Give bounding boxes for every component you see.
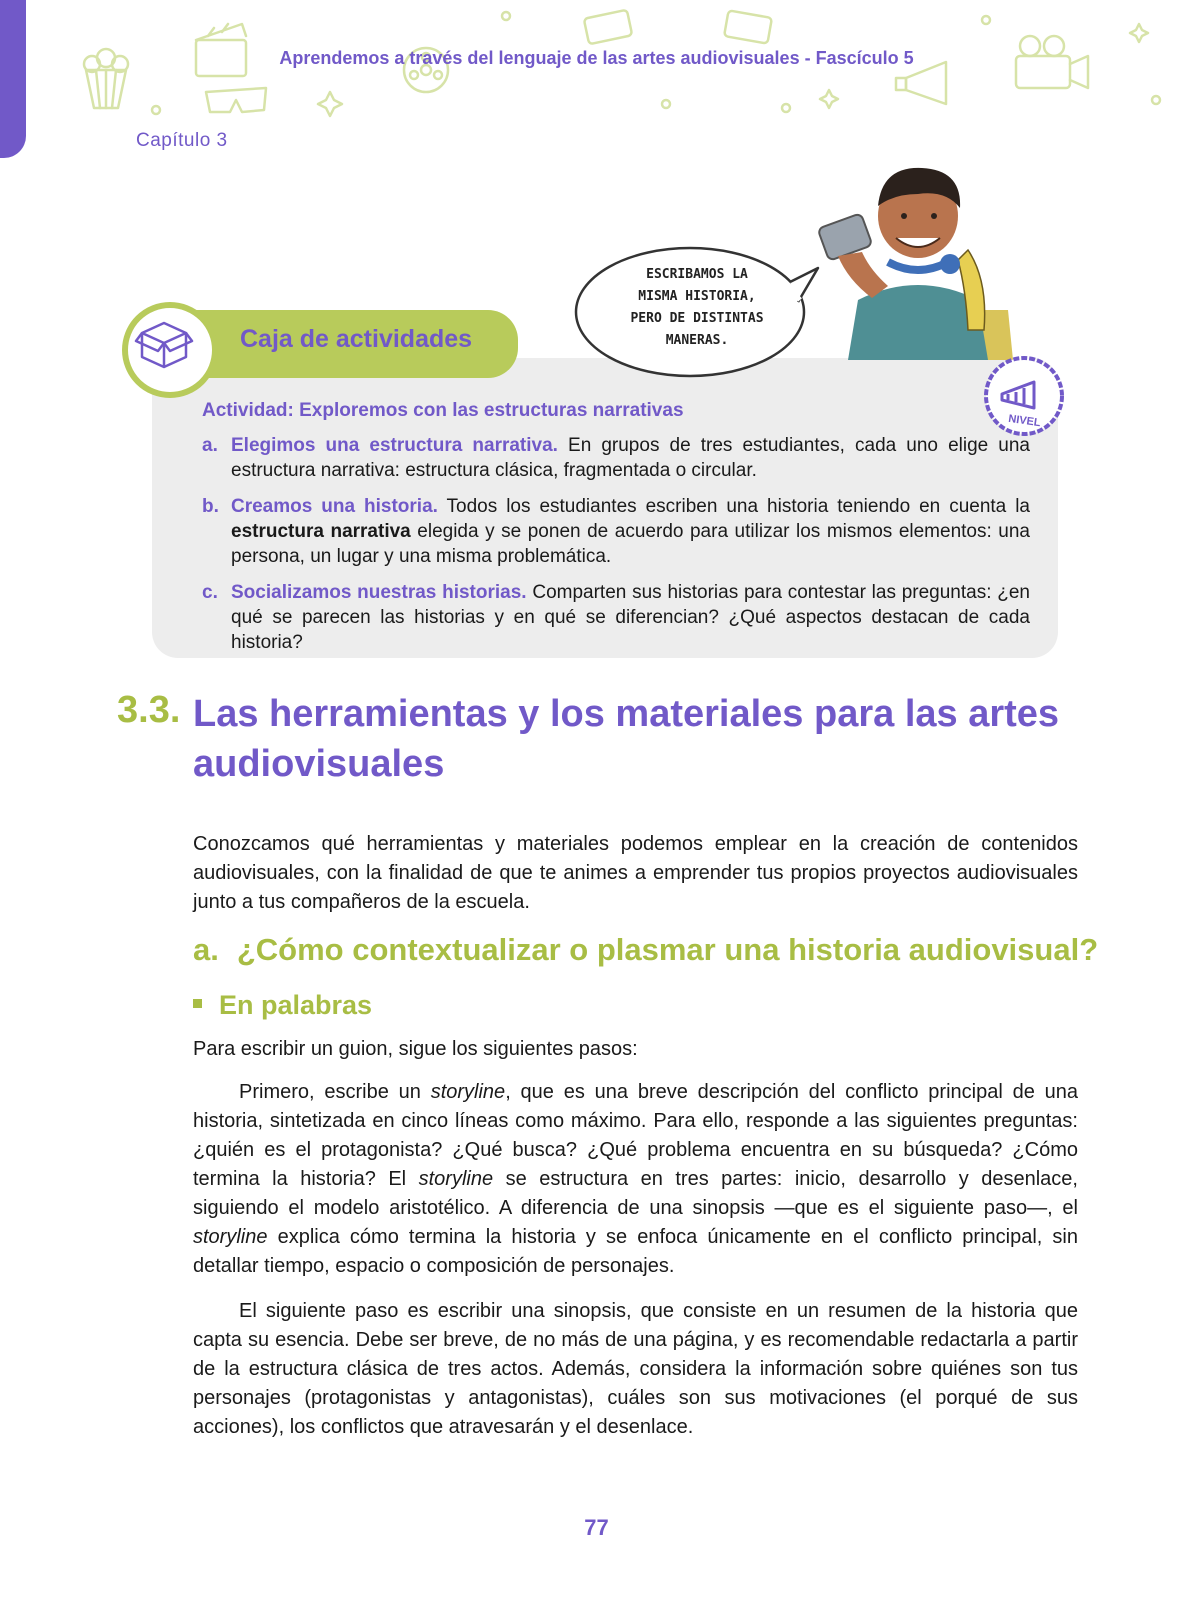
chapter-label: Capítulo 3 [136, 130, 228, 151]
italic-term: storyline [193, 1226, 268, 1248]
box-icon [132, 313, 196, 377]
list-letter: b. [202, 496, 219, 517]
italic-term: storyline [430, 1081, 506, 1103]
list-item [202, 433, 1030, 483]
text-run: Primero, escribe un [239, 1081, 431, 1103]
bullet-heading [193, 990, 372, 1021]
badge-label: NIVEL [1007, 412, 1042, 430]
speech-line: PERO DE DISTINTAS [630, 311, 764, 326]
speech-line: ESCRIBAMOS LA [646, 267, 748, 282]
speech-bubble-text [612, 264, 782, 352]
steps-intro: Para escribir un guion, sigue los siguientes pasos: [193, 1038, 638, 1060]
subsection-title: ¿Cómo contextualizar o plasmar una historia audiovisual? [236, 932, 1099, 967]
item-lead: Creamos una historia. [231, 496, 438, 517]
ticket-icon [584, 10, 772, 45]
list-letter: c. [202, 582, 218, 603]
activity-heading: Actividad: Exploremos con las estructuras narrativas [202, 400, 684, 421]
side-tab [0, 0, 26, 158]
header-title: Aprendemos a través del lenguaje de las artes audiovisuales - Fascículo 5 [279, 48, 914, 68]
paragraph-storyline [193, 1078, 1078, 1281]
bullet-heading-text: En palabras [219, 990, 373, 1020]
item-bold-term: estructura narrativa [231, 521, 411, 542]
item-text: En grupos de tres estudiantes, cada uno elige una estructura narrativa: estructura clásica, fragmentada o circular. [231, 435, 1030, 481]
section-intro: Conozcamos qué herramientas y materiales podemos emplear en la creación de contenidos audiovisuales, con la finalidad de que te animes a emprender tus propios proyectos audiovisuales junto a tus compañeros de la escuela. [193, 833, 1078, 913]
activity-box-title: Caja de actividades [240, 325, 473, 353]
square-bullet-icon [193, 999, 202, 1008]
item-text: Comparten sus historias para contestar las preguntas: ¿en qué se parecen las historias y en qué se diferencian? ¿Qué aspectos destacan de cada historia? [231, 582, 1030, 653]
paragraph-synopsis: El siguiente paso es escribir una sinopsis, que consiste en un resumen de la historia que capta su esencia. Debe ser breve, de no más de una página, y es recomendable redactarla a partir de la estructura clásica de tres actos. Además, considera la información sobre quiénes son tus personajes (protagonistas y antagonistas), cuáles son sus motivaciones (el porqué de sus acciones), los conflictos que atravesarán y el desenlace. [193, 1300, 1078, 1438]
section-number: 3.3. [117, 689, 181, 731]
item-lead: Elegimos una estructura narrativa. [231, 435, 558, 456]
item-text: elegida y se ponen de acuerdo para utilizar los mismos elementos: una persona, un lugar y una misma problemática. [231, 521, 1031, 567]
item-text: Todos los estudiantes escriben una historia teniendo en cuenta la [437, 496, 1030, 517]
subsection-heading [193, 932, 1098, 968]
page-number: 77 [584, 1515, 609, 1540]
text-run: se estructura en tres partes: inicio, desarrollo y desenlace, siguiendo el modelo aristotélico. A diferencia de una sinopsis —que es el siguiente paso—, el [193, 1168, 1078, 1219]
activity-list [202, 433, 1030, 666]
item-lead: Socializamos nuestras historias. [231, 582, 527, 603]
text-run: , que es una breve descripción del conflicto principal de una historia, sintetizada en cinco líneas como máximo. Para ello, responde a las siguientes preguntas: ¿quién es el protagonista? ¿Qué busca? ¿Qué problema encuentra en su búsqueda? ¿Cómo termina la historia? El [193, 1081, 1078, 1190]
student-with-phone-illustration [818, 160, 1018, 360]
list-letter: a. [202, 435, 218, 456]
3d-glasses-icon [206, 88, 266, 112]
speech-line: MANERAS. [665, 333, 729, 348]
section-title: Las herramientas y los materiales para las artes audiovisuales [193, 693, 1060, 785]
speech-line: MISMA HISTORIA, [638, 289, 756, 304]
text-run: explica cómo termina la historia y se enfoca únicamente en el conflicto principal, sin detallar tiempo, espacio o composición de personajes. [193, 1226, 1078, 1277]
list-item [202, 494, 1030, 569]
italic-term: storyline [418, 1168, 494, 1190]
list-item [202, 580, 1030, 655]
megaphone-badge-icon [980, 352, 1068, 440]
subsection-number: a. [193, 932, 219, 967]
